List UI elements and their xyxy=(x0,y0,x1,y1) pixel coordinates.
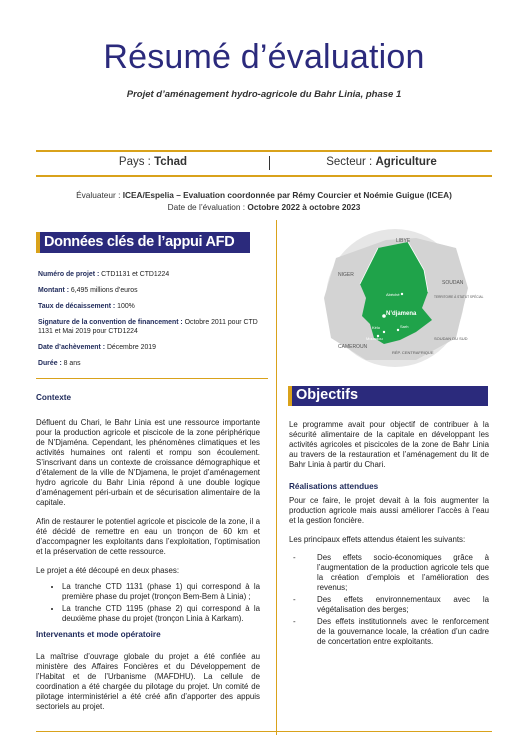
list-item: - Des effets environnementaux avec la végétalisation des berges; xyxy=(289,595,489,615)
sector-value: Agriculture xyxy=(375,156,437,168)
key-data-label: Montant : xyxy=(38,287,71,294)
page-subtitle: Projet d’aménagement hydro-agricole du Bahr Linia, phase 1 xyxy=(126,89,402,100)
kelo-marker xyxy=(383,331,385,333)
column-divider xyxy=(276,220,277,735)
list-item: - Des effets socio-économiques grâce à l’augmentation de la production agricole tels que la création d’emplois et l’amélioration des revenus; xyxy=(289,553,489,593)
key-data-heading xyxy=(36,232,250,253)
contexte-heading: Contexte xyxy=(36,393,72,402)
map-label-territoire: TERRITOIRE À STATUT SPÉCIAL xyxy=(434,295,484,299)
list-item: • La tranche CTD 1131 (phase 1) qui correspond à la première phase du projet (tronçon Bem-Bem à Linia) ; xyxy=(62,582,260,602)
key-data-value: 6,495 millions d’euros xyxy=(70,287,138,294)
intervenants-heading: Intervenants et mode opératoire xyxy=(36,630,161,639)
key-data-heading-text: Données clés de l’appui AFD xyxy=(44,234,235,250)
list-item: - Des effets institutionnels avec le renforcement de la gouvernance locale, la création d’un cadre de concertation entre exploitants. xyxy=(289,617,489,647)
key-data-list xyxy=(38,270,263,375)
map-label-cameroun: CAMEROUN xyxy=(338,344,368,350)
contexte-paragraph-2: Afin de restaurer le potentiel agricole et piscicole de la zone, il a été décidé de remettre en eau un tronçon de 60 km et d’accompagner les exploitants dans l’exploitation, l’optimisation et la préservation de cette ressource. xyxy=(36,517,260,556)
key-data-item xyxy=(38,270,263,279)
footer-rule xyxy=(36,731,492,732)
map-label-abeche: Abéché xyxy=(386,292,400,297)
info-bar-divider xyxy=(269,156,270,170)
key-data-label: Date d’achèvement : xyxy=(38,344,107,351)
key-data-label: Numéro de projet : xyxy=(38,271,102,278)
key-data-value: Octobre 2011 pour CTD 1131 et Mai 2019 pour CTD1224 xyxy=(38,319,258,335)
key-data-value: Décembre 2019 xyxy=(106,344,156,351)
phases-list xyxy=(36,582,260,624)
effects-list xyxy=(289,553,489,647)
abeche-marker xyxy=(401,293,403,295)
key-data-item xyxy=(38,302,263,311)
realisations-paragraph-1: Pour ce faire, le projet devait à la fois augmenter la production agricole mais aussi améliorer l’accès à l’eau et la gestion foncière. xyxy=(289,496,489,525)
chad-location-map xyxy=(316,228,484,368)
map-label-niger: NIGER xyxy=(338,272,354,278)
key-data-item xyxy=(38,359,263,368)
country-label: Pays : xyxy=(118,156,155,168)
sector-label: Secteur : xyxy=(326,156,376,168)
sector-field xyxy=(271,156,492,168)
objectifs-heading-text: Objectifs xyxy=(296,387,359,403)
map-label-kelo: Kélo xyxy=(372,325,381,330)
info-bar-bottom-line xyxy=(36,175,492,177)
key-data-value: 100% xyxy=(117,303,135,310)
evaluator-label: Évaluateur : xyxy=(76,190,123,200)
list-item: • La tranche CTD 1195 (phase 2) qui correspond à la deuxième phase du projet (tronçon Linia à Karkam). xyxy=(62,604,260,624)
map-label-soudan: SOUDAN xyxy=(442,280,464,286)
key-data-item xyxy=(38,318,263,336)
evaluation-date-value: Octobre 2022 à octobre 2023 xyxy=(247,202,361,212)
key-data-item xyxy=(38,286,263,295)
key-data-value: 8 ans xyxy=(63,360,81,367)
key-data-label: Signature de la convention de financement : xyxy=(38,319,185,326)
realisations-paragraph-2: Les principaux effets attendus étaient les suivants: xyxy=(289,535,466,544)
map-label-moundou: Moundou xyxy=(366,336,383,341)
contexte-paragraph-3: Le projet a été découpé en deux phases: xyxy=(36,566,180,575)
country-value: Tchad xyxy=(154,156,188,168)
section-rule xyxy=(36,378,268,379)
realisations-heading: Réalisations attendues xyxy=(289,482,379,491)
key-data-label: Taux de décaissement : xyxy=(38,303,118,310)
map-label-libye: LIBYE xyxy=(396,238,411,244)
evaluation-date-line xyxy=(36,202,492,212)
key-data-value: CTD1131 et CTD1224 xyxy=(101,271,170,278)
evaluator-line xyxy=(36,190,492,200)
heading-accent xyxy=(288,386,292,406)
intervenants-paragraph: La maîtrise d’ouvrage globale du projet a été confiée au ministère des Affaires Foncières et du Développement de l’Habitat et de l’Urbanisme (MAFDHU). La cellule de coordination a été chargée du pilotage du projet. Un comité de pilotage interministériel a été créé afin d’apporter des appuis sectoriels au projet. xyxy=(36,652,260,711)
evaluator-value: ICEA/Espelia – Evaluation coordonnée par Rémy Courcier et Noémie Guigue (ICEA) xyxy=(122,190,452,200)
country-field xyxy=(36,156,270,168)
map-label-rca: RÉP. CENTRAFRIQUE xyxy=(392,350,434,355)
map-label-ndjamena: N’djamena xyxy=(386,311,417,317)
map-label-sarh: Sarh xyxy=(400,324,409,329)
key-data-label: Durée : xyxy=(38,360,64,367)
contexte-paragraph-1: Défluent du Chari, le Bahr Linia est une ressource importante pour la production agricole et piscicole de la zone périphérique de N’Djaména. Cependant, les phénomènes climatiques et les activités humaines ont ralenti et rompu son écoulement. S’inscrivant dans un contexte de croissance démographique et d’étalement de la ville de N’Djamena, le projet d’aménagement hydro agricole du Bahr Linia répond à une double logique d’aménagement péri-urbain et de sécurisation alimentaire de la capitale. xyxy=(36,418,260,507)
sarh-marker xyxy=(397,329,399,331)
info-bar-top-line xyxy=(36,150,492,152)
page-title: Résumé d’évaluation xyxy=(103,38,425,76)
right-column xyxy=(289,420,489,653)
heading-accent xyxy=(36,232,40,253)
evaluation-date-label: Date de l’évaluation : xyxy=(167,202,248,212)
key-data-item xyxy=(38,343,263,352)
objectifs-paragraph: Le programme avait pour objectif de contribuer à la sécurité alimentaire de la capitale en développant les activités agricoles et piscicoles de la zone de Bahr Linia au travers de la restauration et l’aménagement du lit de Bahr Linia à partir du Chari. xyxy=(289,420,489,469)
left-column xyxy=(36,393,260,721)
map-label-soudan-du-sud: SOUDAN DU SUD xyxy=(434,336,468,341)
objectifs-heading xyxy=(288,386,488,406)
